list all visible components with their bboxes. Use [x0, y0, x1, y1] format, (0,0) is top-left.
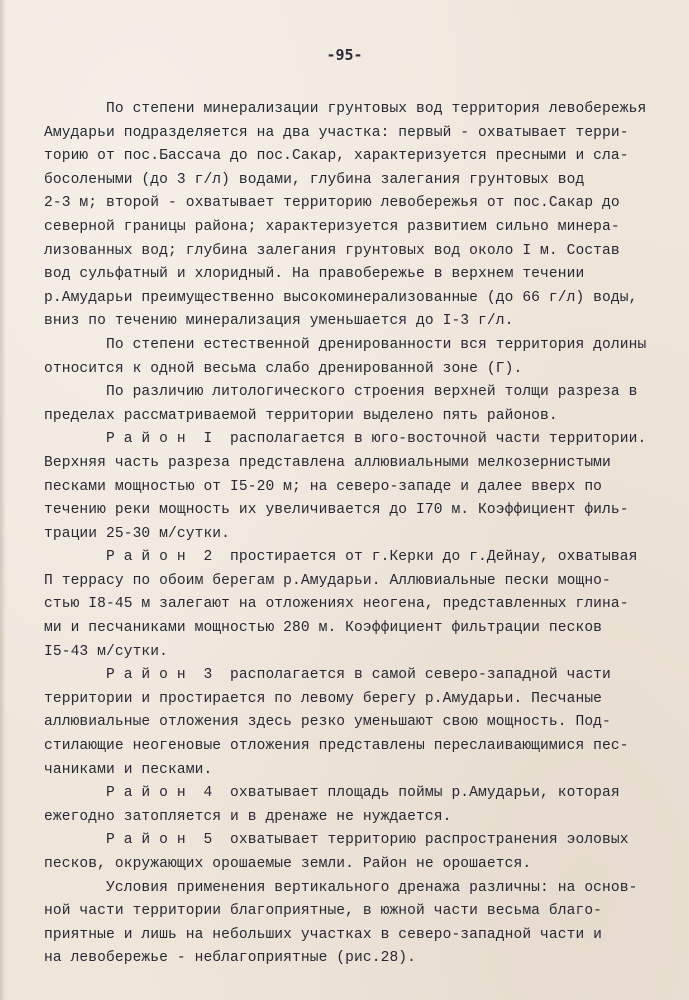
text-line: приятные и лишь на небольших участках в северо-западной части и: [44, 926, 603, 943]
text-line: Р а й о н 4 охватывает площадь поймы р.Амударьи, которая: [44, 785, 620, 802]
text-line: Р а й о н 2 простирается от г.Керки до г.Дейнау, охватывая: [44, 549, 638, 566]
text-line: босолеными (до 3 г/л) водами, глубина залегания грунтовых вод: [44, 171, 585, 188]
text-line: Р а й о н 5 охватывает территорию распространения эоловых: [44, 832, 629, 849]
text-line: Верхняя часть разреза представлена аллювиальными мелкозернистыми: [44, 454, 611, 471]
page-number: -95-: [326, 46, 363, 64]
text-line: ежегодно затопляется и в дренаже не нуждается.: [44, 808, 452, 825]
text-line: лизованных вод; глубина залегания грунтовых вод около I м. Состав: [44, 242, 620, 259]
text-line: Р а й о н 3 располагается в самой северо-западной части: [44, 667, 611, 684]
text-line: аллювиальные отложения здесь резко уменьшают свою мощность. Под-: [44, 714, 611, 731]
text-line: I5-43 м/сутки.: [44, 643, 169, 660]
text-line: стью I8-45 м залегают на отложениях неогена, представленных глина-: [44, 596, 629, 613]
text-line: По степени минерализации грунтовых вод территория левобережья: [44, 101, 647, 117]
text-line: ми и песчаниками мощностью 280 м. Коэффициент фильтрации песков: [44, 620, 603, 637]
text-line: По степени естественной дренированности вся территория долины: [44, 336, 647, 353]
text-line: вод сульфатный и хлоридный. На правобережье в верхнем течении: [44, 266, 585, 283]
text-line: П террасу по обоим берегам р.Амударьи. Аллювиальные пески мощно-: [44, 572, 611, 589]
text-line: трации 25-30 м/сутки.: [44, 525, 231, 542]
text-line: относится к одной весьма слабо дренированной зоне (Г).: [44, 360, 523, 377]
text-line: стилающие неогеновые отложения представлены переслаивающимися пес-: [44, 738, 629, 755]
text-line: 2-3 м; второй - охватывает территорию левобережья от пос.Сакар до: [44, 195, 620, 212]
text-line: вниз по течению минерализация уменьшается до I-3 г/л.: [44, 313, 514, 330]
text-line: Амударьи подразделяется на два участка: первый - охватывает терри-: [44, 124, 629, 141]
text-line: территории и простирается по левому берегу р.Амударьи. Песчаные: [44, 690, 603, 707]
text-line: песками мощностью от I5-20 м; на северо-западе и далее вверх по: [44, 478, 603, 495]
text-line: ной части территории благоприятные, в южной части весьма благо-: [44, 903, 603, 920]
text-line: пределах рассматриваемой территории выделено пять районов.: [44, 407, 558, 424]
text-line: торию от пос.Бассача до пос.Сакар, характеризуется пресными и сла-: [44, 148, 629, 165]
text-line: песков, окружающих орошаемые земли. Район не орошается.: [44, 856, 532, 872]
page-edge-shadow: [0, 0, 6, 1000]
text-line: течению реки мощность их увеличивается до I70 м. Коэффициент филь-: [44, 502, 629, 519]
text-line: на левобережье - неблагоприятные (рис.28).: [44, 950, 417, 967]
text-line: чаниками и песками.: [44, 761, 213, 778]
text-line: Условия применения вертикального дренажа различны: на основ-: [44, 879, 638, 896]
text-line: северной границы района; характеризуется развитием сильно минера-: [44, 218, 620, 235]
text-line: р.Амударьи преимущественно высокоминерализованные (до 66 г/л) воды,: [44, 289, 638, 306]
text-line: По различию литологического строения верхней толщи разреза в: [44, 384, 638, 401]
body-text: [44, 98, 664, 971]
text-line: Р а й о н I располагается в юго-восточной части территории.: [44, 431, 647, 448]
